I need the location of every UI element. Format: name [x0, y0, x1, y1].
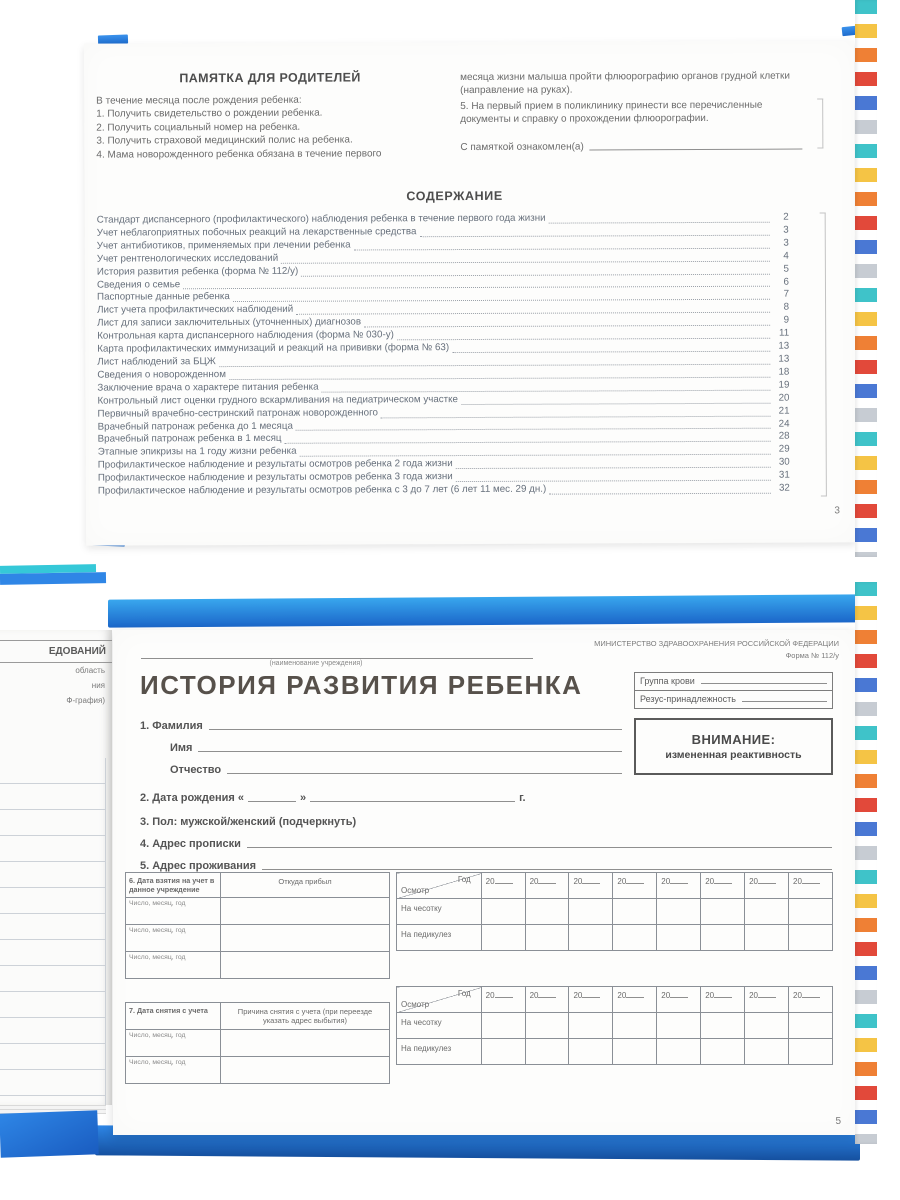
memo-left-column: [96, 70, 444, 161]
patronymic-field: [170, 764, 622, 776]
cover-edge-blue: [0, 1110, 99, 1157]
year-cell: [569, 987, 613, 1013]
write-in-cell: [657, 925, 701, 951]
write-in-cell: [789, 1039, 833, 1065]
table-row: [126, 898, 390, 925]
write-in-line: [701, 683, 827, 684]
year-prefix: 20: [661, 877, 671, 886]
write-in-cell: [745, 1039, 789, 1065]
toc-entry-label: Врачебный патронаж ребенка до 1 месяца: [97, 420, 293, 433]
date-row-label: Число, месяц, год: [126, 952, 221, 979]
toc-entry-page: 2: [783, 211, 789, 223]
registration-table-removal: [125, 1002, 390, 1084]
year-cell: [481, 873, 525, 899]
blood-group-box: [634, 672, 833, 709]
year-prefix: 20: [661, 991, 671, 1000]
toc-entry-label: Лист наблюдений за БЦЖ: [97, 356, 216, 368]
write-in-line: [626, 990, 644, 998]
write-in-cell: [745, 1013, 789, 1039]
cover-spine-top: [108, 594, 860, 627]
write-in-line: [626, 876, 644, 884]
year-prefix: 20: [793, 877, 802, 886]
write-in-cell: [613, 899, 657, 925]
memo-item: 1. Получить свидетельство о рождении ребенка.: [96, 108, 323, 121]
write-in-line: [262, 869, 832, 870]
year-prefix: 20: [705, 991, 715, 1000]
attention-box: [634, 718, 833, 775]
partial-page-heading: ЕДОВАНИЙ: [0, 640, 112, 663]
toc-entry-page: 9: [783, 314, 790, 326]
toc-entry-label: Сведения о новорожденном: [97, 368, 226, 381]
year-cell: [701, 873, 745, 899]
write-in-line: [227, 773, 622, 774]
institution-write-in-line: [141, 648, 533, 659]
write-in-cell: [569, 1013, 613, 1039]
table-row: [126, 873, 390, 898]
dot-leader: [456, 480, 771, 482]
intake-date-header: 6. Дата взятия на учет в данное учреждение: [126, 873, 221, 898]
write-in-line: [670, 876, 688, 884]
arrived-from-header: Откуда прибыл: [221, 873, 390, 898]
write-in-cell: [525, 899, 569, 925]
write-in-line: [758, 876, 776, 884]
toc-entry-page: 4: [783, 250, 789, 262]
table-row: [397, 925, 833, 951]
write-in-line: [495, 876, 513, 884]
write-in-cell: [789, 925, 833, 951]
table-row: [126, 925, 390, 952]
form-header: [594, 638, 839, 662]
write-in-line: [248, 801, 296, 802]
table-row: [126, 952, 390, 979]
registration-table-intake: [125, 872, 390, 979]
table-row: [126, 1030, 390, 1057]
sex-label: 3. Пол: мужской/женский (подчеркнуть): [140, 816, 357, 828]
toc-entry-page: 7: [783, 289, 790, 301]
toc-entry-label: Учет рентгенологических исследований: [96, 252, 279, 265]
year-cell: [525, 987, 569, 1013]
year-cell: [657, 873, 701, 899]
write-in-cell: [613, 925, 657, 951]
toc-entry-label: Сведения о семье: [96, 278, 181, 291]
write-in-cell: [789, 899, 833, 925]
write-in-line: [590, 148, 803, 150]
toc-entry-page: 8: [783, 301, 790, 313]
write-in-line: [802, 876, 820, 884]
write-in-line: [538, 990, 556, 998]
sex-field: [140, 816, 356, 828]
write-in-cell: [657, 899, 701, 925]
year-prefix: 20: [617, 991, 627, 1000]
exam-corner-cell: [397, 987, 482, 1013]
exam-table-1: [396, 872, 833, 951]
write-in-line: [247, 847, 832, 848]
toc-entry-label: Учет неблагоприятных побочных реакций на лекарственные средства: [96, 226, 417, 239]
birthdate-field: [140, 792, 700, 804]
memo-item: 4. Мама новорожденного ребенка обязана в течение первого: [96, 147, 382, 161]
write-in-cell: [701, 925, 745, 951]
partial-text-fragment: область: [75, 666, 105, 675]
patronymic-label: Отчество: [170, 764, 222, 776]
year-prefix: 20: [529, 991, 539, 1000]
partial-table-grid: [0, 758, 106, 1105]
date-row-label: Число, месяц, год: [126, 1030, 221, 1057]
year-axis-label: Год: [457, 989, 471, 998]
dot-leader: [549, 493, 771, 495]
page-edge-stripes: [855, 0, 877, 557]
firstname-label: Имя: [170, 742, 193, 754]
year-cell: [789, 987, 833, 1013]
partial-left-page: [0, 630, 112, 1105]
date-row-label: Число, месяц, год: [126, 898, 221, 925]
removal-reason-header: Причина снятия с учета (при переезде указать адрес выбытия): [221, 1003, 390, 1030]
write-in-line: [495, 990, 513, 998]
page-edge-stripes: [855, 582, 877, 1144]
memo-toc-page: [84, 40, 856, 545]
blood-group-row: [635, 673, 832, 690]
scabies-row-label: На чесотку: [397, 1013, 482, 1039]
bottom-photo: [0, 560, 900, 1200]
acknowledgement-row: [460, 140, 802, 152]
toc-entry-label: Врачебный патронаж ребенка в 1 месяц: [97, 433, 282, 446]
year-cell: [789, 873, 833, 899]
margin-bracket: [820, 212, 827, 496]
toc-entry-label: Профилактическое наблюдение и результаты осмотров ребенка с 3 до 7 лет (6 лет 11 мес. 29 дн.): [97, 483, 547, 497]
write-in-cell: [613, 1039, 657, 1065]
write-in-cell: [569, 899, 613, 925]
write-in-line: [310, 801, 515, 802]
table-of-contents: [97, 212, 790, 499]
dot-leader: [549, 222, 770, 224]
write-in-cell: [525, 1013, 569, 1039]
write-in-cell: [481, 925, 525, 951]
write-in-cell: [525, 1039, 569, 1065]
write-in-cell: [701, 899, 745, 925]
dot-leader: [456, 467, 771, 469]
year-prefix: 20: [617, 877, 627, 886]
toc-entry-label: Заключение врача о характере питания ребенка: [97, 381, 319, 394]
rh-row: [635, 690, 832, 708]
ministry-line: МИНИСТЕРСТВО ЗДРАВООХРАНЕНИЯ РОССИЙСКОЙ ФЕДЕРАЦИИ: [594, 639, 839, 648]
year-prefix: 20: [485, 877, 495, 886]
date-row-label: Число, месяц, год: [126, 1057, 221, 1084]
dot-leader: [419, 235, 769, 238]
registration-address-label: 4. Адрес прописки: [140, 838, 241, 850]
partial-text-fragment: Ф-графия): [66, 696, 105, 706]
form-112u-page: [113, 630, 855, 1135]
memo-item: 3. Получить страховой медицинский полис на ребенка.: [96, 134, 353, 147]
write-in-cell: [481, 1039, 525, 1065]
write-in-cell: [569, 1039, 613, 1065]
toc-entry-label: Стандарт диспансерного (профилактического) наблюдения ребенка в течение первого года жизни: [96, 212, 546, 226]
write-in-cell: [657, 1013, 701, 1039]
write-in-line: [742, 701, 827, 702]
toc-entry-page: 18: [778, 366, 790, 378]
toc-entry-label: Учет антибиотиков, применяемых при лечении ребенка: [96, 239, 351, 252]
page-number: 3: [834, 505, 840, 517]
memo-intro: В течение месяца после рождения ребенка:: [96, 94, 302, 107]
write-in-cell: [745, 899, 789, 925]
write-in-cell: [481, 899, 525, 925]
write-in-cell: [525, 925, 569, 951]
dot-leader: [397, 338, 770, 341]
write-in-line: [198, 751, 622, 752]
write-in-cell: [613, 1013, 657, 1039]
year-cell: [745, 987, 789, 1013]
write-in-line: [582, 876, 600, 884]
toc-entry-page: 29: [778, 443, 790, 455]
date-row-label: Число, месяц, год: [126, 925, 221, 952]
attention-title: ВНИМАНИЕ:: [691, 732, 776, 747]
toc-entry-page: 13: [778, 340, 790, 352]
toc-entry: [98, 483, 790, 499]
write-in-line: [714, 990, 732, 998]
write-in-cell: [701, 1039, 745, 1065]
scabies-row-label: На чесотку: [397, 899, 482, 925]
write-in-line: [714, 876, 732, 884]
memo-text: месяца жизни малыша пройти флюорографию органов грудной клетки (направление на руках).: [460, 70, 790, 97]
year-prefix: 20: [485, 991, 495, 1000]
exam-corner-cell: [397, 873, 482, 899]
dot-leader: [461, 402, 770, 404]
write-in-cell: [221, 952, 390, 979]
toc-entry-page: 30: [778, 456, 790, 468]
toc-entry-page: 5: [783, 263, 789, 275]
toc-entry-page: 21: [778, 405, 790, 417]
removal-date-header: 7. Дата снятия с учета: [126, 1003, 221, 1030]
year-cell: [657, 987, 701, 1013]
toc-entry-label: Первичный врачебно-сестринский патронаж новорожденного: [97, 406, 378, 420]
year-cell: [613, 873, 657, 899]
toc-entry-label: Паспортные данные ребенка: [96, 291, 230, 304]
year-prefix: 20: [573, 991, 583, 1000]
table-row: [126, 1057, 390, 1084]
registration-address-field: [140, 838, 832, 850]
write-in-cell: [569, 925, 613, 951]
quote-close: »: [299, 792, 307, 804]
partial-text-fragment: ния: [91, 681, 105, 691]
toc-entry-page: 11: [778, 327, 790, 339]
year-prefix: 20: [529, 877, 539, 886]
write-in-line: [758, 990, 776, 998]
pediculosis-row-label: На педикулез: [397, 925, 482, 951]
residence-address-field: [140, 860, 832, 872]
table-row: [397, 873, 833, 899]
surname-label: 1. Фамилия: [140, 720, 203, 732]
table-row: [397, 1013, 833, 1039]
top-photo: [0, 0, 900, 560]
write-in-cell: [221, 898, 390, 925]
toc-entry-label: История развития ребенка (форма № 112/у): [96, 265, 299, 278]
write-in-line: [209, 729, 622, 730]
pediculosis-row-label: На педикулез: [397, 1039, 482, 1065]
write-in-line: [538, 876, 556, 884]
memo-right-column: [460, 69, 802, 160]
rh-label: Резус-принадлежность: [640, 694, 736, 704]
exam-table-2: [396, 986, 833, 1065]
memo-title: ПАМЯТКА ДЛЯ РОДИТЕЛЕЙ: [179, 70, 361, 86]
cover-edge-blue: [0, 572, 106, 585]
year-prefix: 20: [749, 991, 758, 1000]
toc-entry-page: 28: [778, 431, 790, 443]
toc-entry-label: Контрольный лист оценки грудного вскармливания на педиатрическом участке: [97, 393, 459, 407]
toc-entry-label: Профилактическое наблюдение и результаты осмотров ребенка 3 года жизни: [97, 471, 453, 484]
toc-entry-label: Лист для записи заключительных (уточненных) диагнозов: [97, 316, 362, 329]
form-title: ИСТОРИЯ РАЗВИТИЯ РЕБЕНКА: [140, 670, 583, 700]
toc-entry-page: 32: [778, 482, 790, 494]
year-cell: [569, 873, 613, 899]
write-in-cell: [481, 1013, 525, 1039]
exam-axis-label: Осмотр: [401, 1000, 430, 1009]
acknowledgement-label: С памяткой ознакомлен(а): [460, 141, 584, 153]
form-code: Форма № 112/у: [785, 651, 839, 660]
year-prefix: 20: [573, 877, 583, 886]
toc-entry-page: 20: [778, 392, 790, 404]
page-number: 5: [835, 1116, 841, 1127]
write-in-line: [582, 990, 600, 998]
toc-title: СОДЕРЖАНИЕ: [406, 188, 503, 204]
toc-entry-page: 31: [778, 469, 790, 481]
write-in-line: [670, 990, 688, 998]
write-in-cell: [789, 1013, 833, 1039]
table-row: [397, 899, 833, 925]
memo-item: 5. На первый прием в поликлинику принести все перечисленные документы и справку о прохождении флюорографии.: [460, 99, 763, 126]
year-prefix: 20: [793, 991, 802, 1000]
write-in-cell: [745, 925, 789, 951]
table-row: [397, 1039, 833, 1065]
write-in-cell: [221, 925, 390, 952]
toc-entry-page: 6: [783, 276, 789, 288]
year-cell: [613, 987, 657, 1013]
memo-item: 2. Получить социальный номер на ребенка.: [96, 121, 301, 134]
year-axis-label: Год: [457, 875, 471, 884]
year-prefix: 20: [705, 877, 715, 886]
write-in-cell: [657, 1039, 701, 1065]
year-suffix: г.: [519, 792, 526, 804]
residence-address-label: 5. Адрес проживания: [140, 860, 257, 872]
toc-entry-page: 19: [778, 379, 790, 391]
table-row: [397, 987, 833, 1013]
toc-entry-page: 13: [778, 353, 790, 365]
dot-leader: [452, 351, 770, 353]
attention-text: измененная реактивность: [665, 749, 802, 761]
toc-entry-page: 24: [778, 418, 790, 430]
blood-group-label: Группа крови: [640, 676, 695, 686]
year-cell: [701, 987, 745, 1013]
table-row: [126, 1003, 390, 1030]
institution-caption: (наименование учреждения): [269, 660, 363, 667]
toc-entry-label: Контрольная карта диспансерного наблюдения (форма № 030-у): [97, 329, 394, 342]
firstname-field: [170, 742, 622, 754]
toc-entry-page: 3: [783, 237, 789, 249]
parents-memo-section: [96, 69, 802, 162]
year-cell: [481, 987, 525, 1013]
margin-bracket: [817, 98, 823, 148]
toc-entry-label: Этапные эпикризы на 1 году жизни ребенка: [97, 446, 297, 458]
write-in-cell: [701, 1013, 745, 1039]
surname-field: [140, 720, 622, 732]
birthdate-label: 2. Дата рождения «: [140, 792, 244, 804]
toc-entry-label: Лист учета профилактических наблюдений: [97, 304, 294, 316]
toc-entry-label: Карта профилактических иммунизаций и реакций на прививки (форма № 63): [97, 342, 450, 355]
institution-block: [141, 648, 533, 667]
write-in-line: [802, 990, 820, 998]
year-prefix: 20: [749, 877, 758, 886]
year-cell: [745, 873, 789, 899]
year-cell: [525, 873, 569, 899]
toc-entry-page: 3: [783, 224, 789, 236]
write-in-cell: [221, 1030, 390, 1057]
exam-axis-label: Осмотр: [401, 886, 430, 895]
toc-entry-label: Профилактическое наблюдение и результаты осмотров ребенка 2 года жизни: [97, 458, 453, 471]
write-in-cell: [221, 1057, 390, 1084]
